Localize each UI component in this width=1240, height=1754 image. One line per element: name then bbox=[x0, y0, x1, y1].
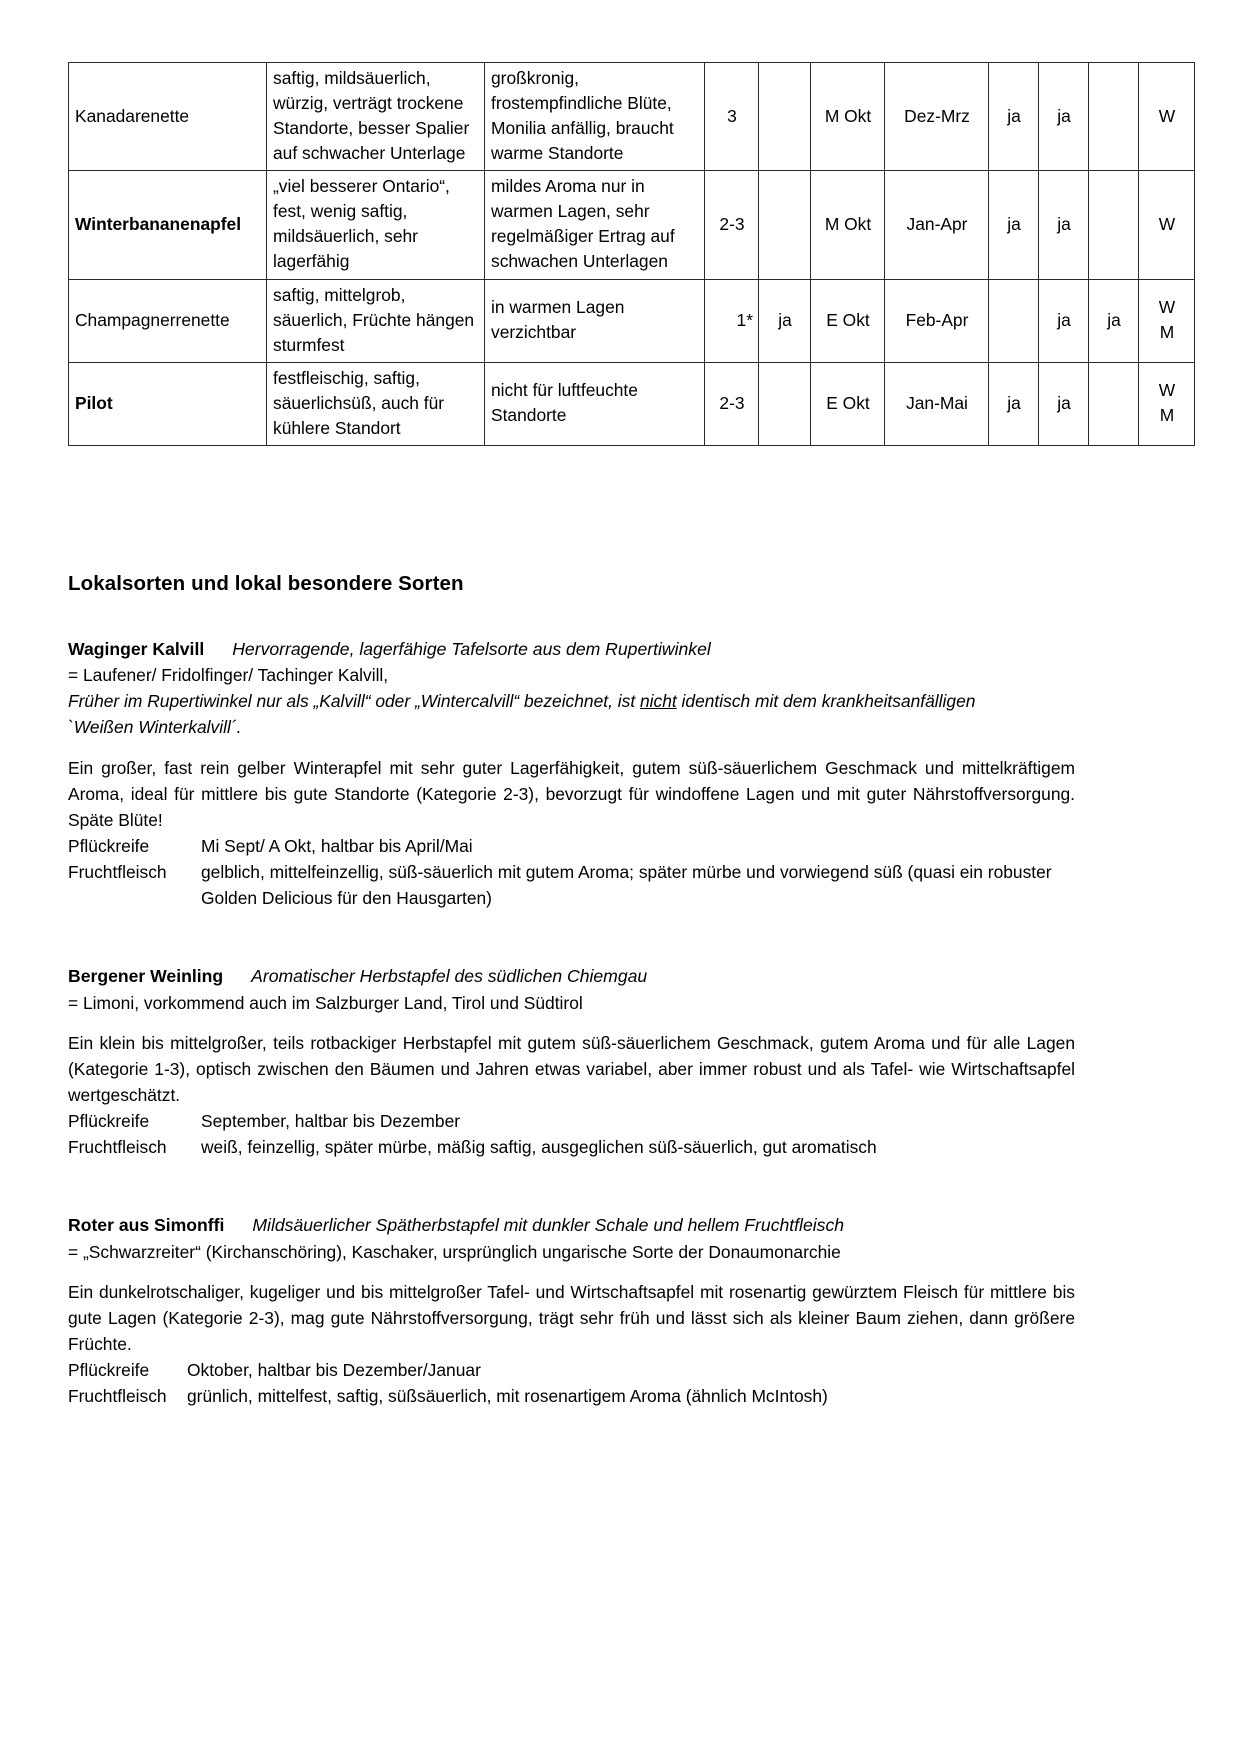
eigenschaft-value: W bbox=[1158, 213, 1176, 234]
cell-wirtschaft: ja bbox=[1039, 279, 1089, 362]
pflueckreife-label: Pflückreife bbox=[68, 1360, 150, 1381]
cell-genussreife: Jan-Apr bbox=[885, 171, 989, 279]
cell-variety-name: Winterbananenapfel bbox=[69, 171, 267, 279]
cell-genussreife: Dez-Mrz bbox=[885, 63, 989, 171]
variety-pflueckreife-row bbox=[68, 833, 1075, 859]
cell-eigenschaft bbox=[1139, 63, 1195, 171]
eigenschaft-value: W bbox=[1158, 105, 1176, 126]
cell-genussreife: Jan-Mai bbox=[885, 362, 989, 445]
variety-block-bergener-weinling bbox=[68, 963, 1075, 1160]
cell-variety-name: Kanadarenette bbox=[69, 63, 267, 171]
cell-taste: festfleischig, saftig, säuerlichsüß, auch für kühlere Standort bbox=[267, 362, 485, 445]
eigenschaft-line-1: W bbox=[1158, 380, 1176, 401]
table-row bbox=[69, 279, 1195, 362]
variety-synonyms: = „Schwarzreiter“ (Kirchanschöring), Kaschaker, ursprünglich ungarische Sorte der Donaumonarchie bbox=[68, 1241, 841, 1262]
cell-pflueckreife: E Okt bbox=[811, 362, 885, 445]
cell-taste: saftig, mildsäuerlich, würzig, verträgt trockene Standorte, besser Spalier auf schwacher Unterlage bbox=[267, 63, 485, 171]
variety-description: Ein dunkelrotschaliger, kugeliger und bis mittelgroßer Tafel- und Wirtschaftsapfel mit rosenartig gewürztem Fleisch für mittlere bis gute Lagen (Kategorie 2-3), mag gute Nährstoffversorgung, trägt sehr früh und lässt sich als kleiner Baum ziehen, dann größere Früchte. bbox=[68, 1281, 1075, 1355]
cell-tafel: ja bbox=[989, 362, 1039, 445]
page-title: Lokalsorten und lokal besondere Sorten bbox=[68, 571, 464, 595]
variety-pflueckreife-row bbox=[68, 1108, 1075, 1134]
note-underlined: nicht bbox=[639, 691, 677, 712]
variety-fruchtfleisch-row bbox=[68, 1383, 1075, 1409]
variety-description: Ein klein bis mittelgroßer, teils rotbackiger Herbstapfel mit gutem süß-säuerlichem Geschmack, gutem Aroma und für alle Lagen (Kategorie 1-3), optisch zwischen den Bäumen und Jahren etwas variabel, aber immer robust und als Tafel- wie Wirtschaftsapfel wertgeschätzt. bbox=[68, 1032, 1075, 1105]
pflueckreife-value: Mi Sept/ A Okt, haltbar bis April/Mai bbox=[201, 835, 473, 856]
cell-growth: nicht für luftfeuchte Standorte bbox=[485, 362, 705, 445]
cell-growth: mildes Aroma nur in warmen Lagen, sehr regelmäßiger Ertrag auf schwachen Unterlagen bbox=[485, 171, 705, 279]
cell-pflueckreife: M Okt bbox=[811, 171, 885, 279]
pflueckreife-label: Pflückreife bbox=[68, 1111, 150, 1132]
spacer bbox=[68, 446, 1075, 572]
cell-wirtschaft: ja bbox=[1039, 63, 1089, 171]
variety-name: Roter aus Simonffi bbox=[68, 1215, 225, 1236]
cell-tafel: ja bbox=[989, 63, 1039, 171]
cell-variety-name: Pilot bbox=[69, 362, 267, 445]
variety-name: Bergener Weinling bbox=[68, 966, 224, 987]
variety-subtitle: Mildsäuerlicher Spätherbstapfel mit dunkler Schale und hellem Fruchtfleisch bbox=[252, 1215, 845, 1236]
variety-synonyms: = Laufener/ Fridolfinger/ Tachinger Kalvill, bbox=[68, 665, 389, 686]
variety-fruchtfleisch-row bbox=[68, 859, 1075, 911]
cell-befruchter bbox=[759, 171, 811, 279]
spacer bbox=[68, 1160, 1075, 1212]
variety-name: Waginger Kalvill bbox=[68, 638, 205, 659]
table-row bbox=[69, 63, 1195, 171]
pflueckreife-value: September, haltbar bis Dezember bbox=[201, 1111, 461, 1132]
cell-growth: großkronig, frostempfindliche Blüte, Monilia anfällig, braucht warme Standorte bbox=[485, 63, 705, 171]
note-pre: Früher im Rupertiwinkel nur als „Kalvill“ oder „Wintercalvill“ bezeichnet, ist bbox=[68, 691, 640, 712]
variety-heading bbox=[68, 636, 1075, 662]
fruchtfleisch-value: grünlich, mittelfest, saftig, süßsäuerlich, mit rosenartigem Aroma (ähnlich McIntosh) bbox=[187, 1386, 828, 1407]
cell-befruchter bbox=[759, 63, 811, 171]
cell-pflueckreife: M Okt bbox=[811, 63, 885, 171]
cell-kategorie: 2-3 bbox=[705, 362, 759, 445]
cell-most bbox=[1089, 63, 1139, 171]
eigenschaft-line-2: M bbox=[1159, 405, 1175, 426]
cell-kategorie: 2-3 bbox=[705, 171, 759, 279]
table-row bbox=[69, 171, 1195, 279]
cell-kategorie: 3 bbox=[705, 63, 759, 171]
variety-block-roter-aus-simonffi bbox=[68, 1212, 1075, 1409]
cell-most bbox=[1089, 362, 1139, 445]
cell-most bbox=[1089, 171, 1139, 279]
cell-tafel: ja bbox=[989, 171, 1039, 279]
cell-taste: saftig, mittelgrob, säuerlich, Früchte hängen sturmfest bbox=[267, 279, 485, 362]
cell-variety-name: Champagnerrenette bbox=[69, 279, 267, 362]
note-post: identisch mit dem krankheitsanfälligen bbox=[676, 691, 976, 712]
variety-block-waginger-kalvill bbox=[68, 636, 1075, 911]
apple-variety-table bbox=[68, 62, 1195, 446]
cell-growth: in warmen Lagen verzichtbar bbox=[485, 279, 705, 362]
variety-synonyms: = Limoni, vorkommend auch im Salzburger Land, Tirol und Südtirol bbox=[68, 992, 583, 1013]
cell-kategorie: 1* bbox=[705, 279, 759, 362]
cell-eigenschaft bbox=[1139, 279, 1195, 362]
cell-genussreife: Feb-Apr bbox=[885, 279, 989, 362]
eigenschaft-line-1: W bbox=[1158, 297, 1176, 318]
cell-pflueckreife: E Okt bbox=[811, 279, 885, 362]
pflueckreife-value: Oktober, haltbar bis Dezember/Januar bbox=[187, 1360, 481, 1381]
variety-fruchtfleisch-row bbox=[68, 1134, 1075, 1160]
variety-note-line-2: `Weißen Winterkalvill´. bbox=[68, 717, 242, 738]
variety-subtitle: Aromatischer Herbstapfel des südlichen Chiemgau bbox=[251, 966, 648, 987]
fruchtfleisch-label: Fruchtfleisch bbox=[68, 1137, 167, 1158]
cell-eigenschaft bbox=[1139, 362, 1195, 445]
cell-tafel bbox=[989, 279, 1039, 362]
cell-eigenschaft bbox=[1139, 171, 1195, 279]
cell-befruchter: ja bbox=[759, 279, 811, 362]
table-row bbox=[69, 362, 1195, 445]
fruchtfleisch-label: Fruchtfleisch bbox=[68, 1386, 167, 1407]
pflueckreife-label: Pflückreife bbox=[68, 835, 150, 856]
cell-taste: „viel besserer Ontario“, fest, wenig saftig, mildsäuerlich, sehr lagerfähig bbox=[267, 171, 485, 279]
cell-most: ja bbox=[1089, 279, 1139, 362]
eigenschaft-line-2: M bbox=[1159, 322, 1175, 343]
fruchtfleisch-value: weiß, feinzellig, später mürbe, mäßig saftig, ausgeglichen süß-säuerlich, gut aromatisch bbox=[201, 1137, 877, 1158]
spacer bbox=[68, 596, 1075, 636]
cell-wirtschaft: ja bbox=[1039, 362, 1089, 445]
fruchtfleisch-label: Fruchtfleisch bbox=[68, 862, 167, 883]
variety-note-line-1 bbox=[68, 688, 1075, 714]
variety-pflueckreife-row bbox=[68, 1357, 1075, 1383]
cell-befruchter bbox=[759, 362, 811, 445]
variety-subtitle: Hervorragende, lagerfähige Tafelsorte aus dem Rupertiwinkel bbox=[232, 638, 711, 659]
variety-heading bbox=[68, 1212, 1075, 1238]
fruchtfleisch-value: gelblich, mittelfeinzellig, süß-säuerlich mit gutem Aroma; später mürbe und vorwiegend süß (quasi ein robuster Golden Delicious für den Hausgarten) bbox=[201, 862, 1052, 909]
cell-wirtschaft: ja bbox=[1039, 171, 1089, 279]
spacer bbox=[68, 911, 1075, 963]
variety-heading bbox=[68, 963, 1075, 989]
variety-description: Ein großer, fast rein gelber Winterapfel mit sehr guter Lagerfähigkeit, gutem süß-säuerlichem Geschmack und mittelkräftigem Aroma, ideal für mittlere bis gute Standorte (Kategorie 2-3), bevorzugt für windoffene Lagen und mit guter Nährstoffversorgung. Späte Blüte! bbox=[68, 757, 1075, 830]
